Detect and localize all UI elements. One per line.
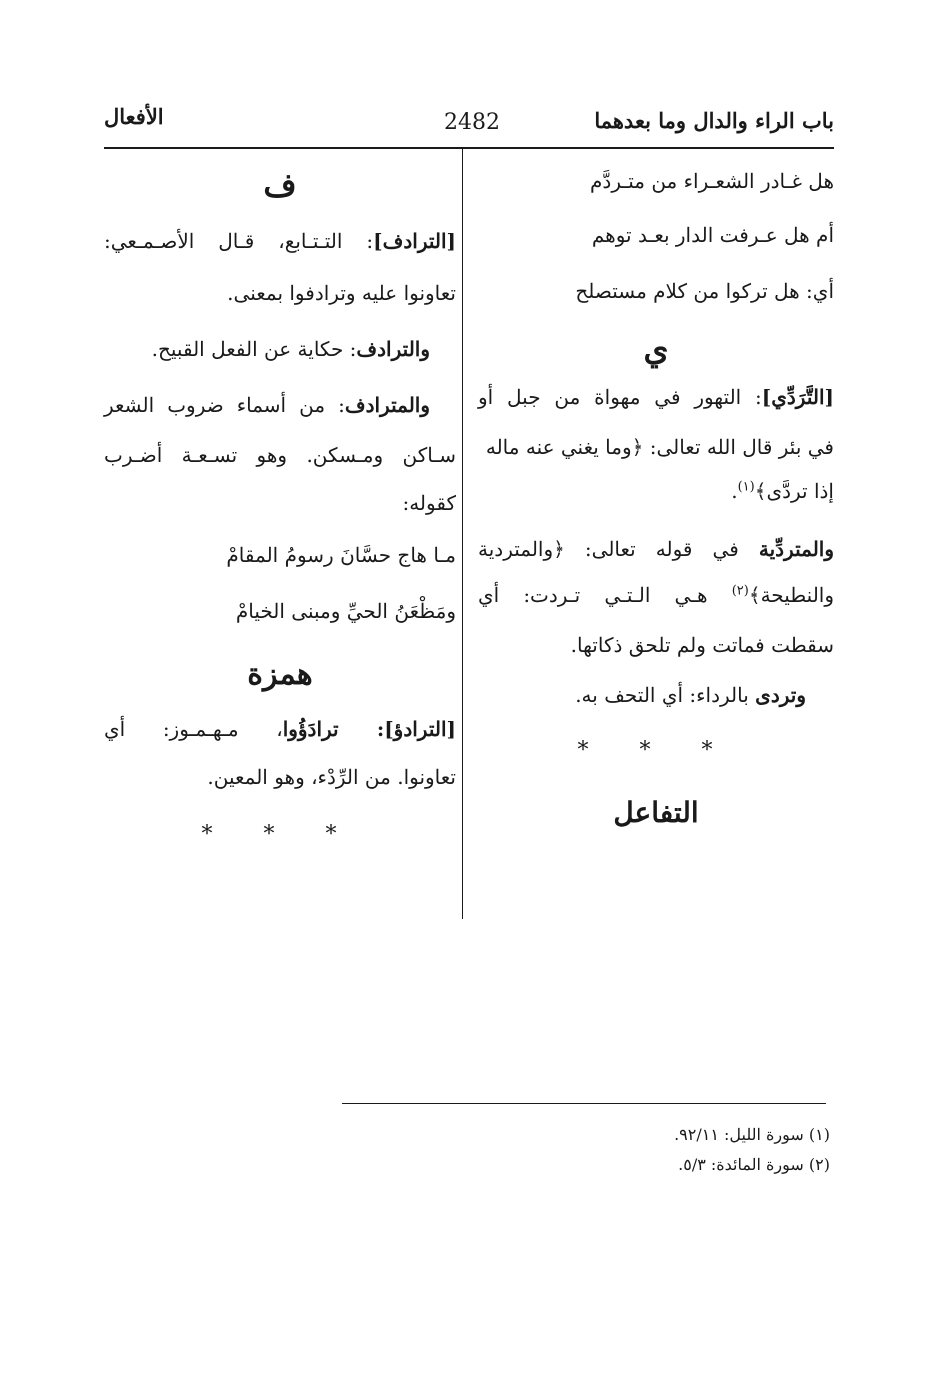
entry-text: : التهور في مهواة من جبل أو: [478, 385, 762, 409]
footnote-ref[interactable]: (١): [737, 479, 755, 495]
entry-text: في قوله تعالى: ﴿والمتردية: [478, 537, 759, 561]
quran-quote: والنطيحة﴾: [748, 583, 834, 607]
letter-heading: ف: [263, 166, 297, 204]
entry-text: بالرداء: أي التحف به.: [575, 683, 756, 707]
entry-line: سـاكن ومـسكن. وهو تسـعـة أضـرب: [104, 443, 456, 467]
entry-line: [478, 475, 834, 533]
header-rule: [104, 147, 834, 149]
left-column: [104, 165, 456, 852]
footnote-2: (٢) سورة المائدة: ٥/٣.: [678, 1155, 830, 1175]
footnote-ref[interactable]: (٢): [731, 583, 749, 599]
section-title: الأفعال: [104, 104, 164, 129]
verse-line: مـا هاج حسَّانَ رسومُ المقامْ: [226, 543, 456, 567]
entry-line: تعاونوا. من الرِّدْء، وهو المعين.: [207, 765, 456, 789]
entry-line: [478, 579, 834, 629]
letter-heading: ي: [643, 330, 669, 368]
right-column: [478, 165, 834, 836]
entry-line: كقوله:: [402, 491, 456, 515]
entry-line: سقطت فماتت ولم تلحق ذكاتها.: [570, 633, 834, 657]
verse-explanation: أي: هل تركوا من كلام مستصلح: [575, 279, 834, 303]
entry-line: [478, 533, 834, 579]
entry-line: [104, 389, 456, 439]
entry-text: ، مـهـمـوز: أي: [104, 717, 283, 741]
entry-line: [478, 381, 834, 431]
section-separator: * * *: [577, 738, 735, 763]
running-header: [104, 104, 834, 144]
chapter-heading: التفاعل: [613, 796, 699, 829]
entry-text: .: [731, 479, 738, 503]
entry-headword: وتردى: [755, 683, 806, 707]
page-number: 2482: [444, 110, 500, 135]
entry-text: : حكاية عن الفعل القبيح.: [151, 337, 357, 361]
entry-headword: [التَّرَدِّي]: [761, 385, 834, 409]
entry-line: [478, 679, 834, 733]
entry-text: : التـتـابع، قـال الأصـمـعي:: [104, 229, 374, 253]
entry-line: تعاونوا عليه وترادفوا بمعنى.: [227, 281, 456, 305]
entry-headword: والترادف: [356, 337, 430, 361]
quran-quote: إذا تردَّى﴾: [754, 479, 834, 503]
footnotes: [342, 1120, 830, 1181]
verse-line: ومَظْعَنُ الحيِّ ومبنى الخيامْ: [235, 599, 456, 623]
entry-line: [104, 225, 456, 277]
column-divider: [462, 149, 463, 919]
entry-headword: [الترادف]: [373, 229, 456, 253]
entry-line: في بئر قال الله تعالى: ﴿وما يغني عنه ماله: [485, 435, 834, 459]
entry-line: [104, 713, 456, 761]
footnote-1: (١) سورة الليل: ٩٢/١١.: [674, 1125, 830, 1144]
verse-line: أم هل عـرفت الدار بعـد توهم: [591, 223, 834, 247]
footnote-rule: [342, 1103, 826, 1104]
entry-line: [104, 333, 456, 389]
chapter-title: باب الراء والدال وما بعدهما: [594, 108, 834, 133]
section-separator: * * *: [201, 822, 359, 847]
entry-headword: والمترادف: [344, 393, 430, 417]
entry-headword: [الترادؤ]: ترادَؤُوا: [282, 717, 456, 741]
entry-text: : من أسماء ضروب الشعر: [104, 393, 345, 417]
entry-headword: والمتردِّية: [758, 537, 834, 561]
letter-heading: همزة: [247, 657, 313, 692]
verse-line: هل غـادر الشعـراء من متـردَّم: [590, 169, 834, 193]
entry-text: هـي الـتـي تـردت: أي: [478, 583, 732, 607]
